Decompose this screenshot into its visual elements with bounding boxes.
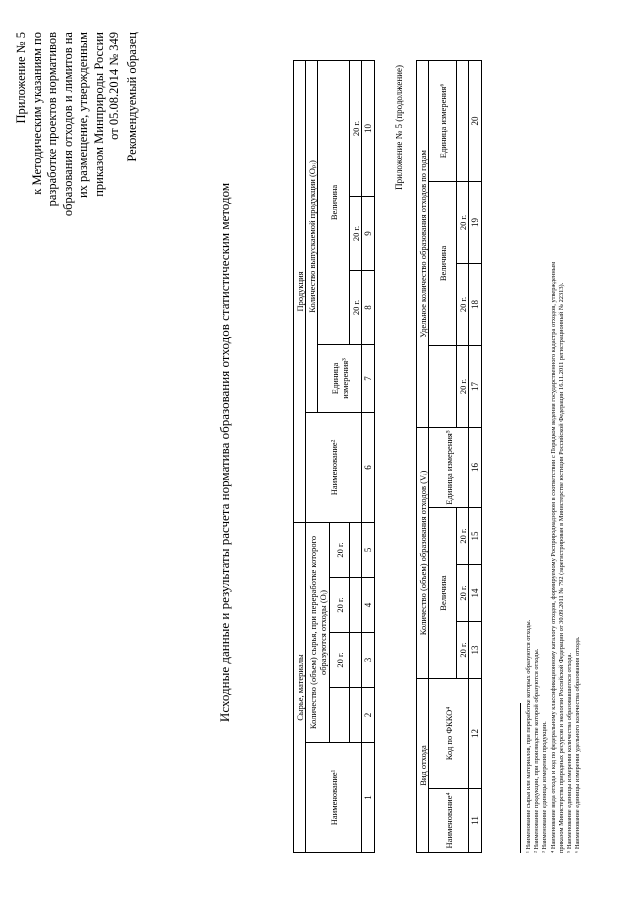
column-number: 18 <box>469 263 482 345</box>
specific-quantity-group-header: Удельное количество образования отходов по годам <box>417 60 429 427</box>
raw-year-subcell <box>350 578 362 633</box>
product-year-header: 20 г. <box>350 270 362 344</box>
specific-year-header: 20 г. <box>457 345 469 427</box>
waste-name-header: Наименование⁴ <box>429 789 469 853</box>
product-year-header: 20 г. <box>350 60 362 196</box>
column-number: 5 <box>362 522 375 577</box>
appendix-line: Приложение № 5 <box>14 32 28 124</box>
raw-materials-group-header: Сырье, материалы <box>294 522 306 852</box>
raw-unit-cell <box>330 688 350 743</box>
column-number: 10 <box>362 60 375 196</box>
recommended-sample-label: Рекомендуемый образец <box>124 32 139 162</box>
column-number: 7 <box>362 344 375 412</box>
footnote: ³ Наименование единицы измерения продукции. <box>541 721 549 853</box>
waste-type-group-header: Вид отхода <box>417 679 429 853</box>
product-value-header: Величина <box>318 60 350 344</box>
waste-unit-header: Единица измерения⁵ <box>429 427 469 507</box>
raw-year-header: 20 г. <box>330 578 350 633</box>
footnote: ⁶ Наименование единицы измерения удельного количества образования отхода. <box>574 636 582 853</box>
appendix-line: образования отходов и лимитов на <box>60 32 75 217</box>
specific-unit-header: Единица измерения⁶ <box>429 60 457 181</box>
column-number: 8 <box>362 270 375 344</box>
raw-year-header: 20 г. <box>330 522 350 577</box>
raw-materials-products-table <box>293 60 375 853</box>
appendix-line: разработке проектов нормативов <box>45 32 59 207</box>
column-number: 1 <box>362 743 375 853</box>
footnote-divider <box>520 703 521 853</box>
column-number: 13 <box>469 622 482 679</box>
waste-value-header: Величина <box>429 508 457 679</box>
specific-blank-cell <box>429 345 457 427</box>
column-number: 2 <box>362 688 375 743</box>
footnote: приказом Министерства природных ресурсов и экологии Российской Федерации от 30.09.2011 № 792 (зарегистрирован в Министерстве юстиции Российской Федерации 16.11.2011 регистрационный № 22313). <box>557 282 565 853</box>
product-name-header: Наименование² <box>306 412 362 522</box>
column-number: 11 <box>469 789 482 853</box>
column-number: 6 <box>362 412 375 522</box>
waste-quantity-group-header: Количество (объем) образования отходов (Vᵢ) <box>417 427 429 678</box>
product-year-header: 20 г. <box>350 196 362 270</box>
specific-unit-subcell <box>457 60 469 181</box>
continuation-label: Приложение № 5 (продолжение) <box>394 65 404 190</box>
appendix-line: приказом Минприроды России <box>91 32 106 197</box>
column-number: 20 <box>469 60 482 181</box>
document-title: Исходные данные и результаты расчета норматива образования отходов статистическим методом <box>217 182 232 723</box>
specific-year-header: 20 г. <box>457 263 469 345</box>
product-unit-header: Единица измерения³ <box>318 344 362 412</box>
waste-year-header: 20 г. <box>457 508 469 565</box>
appendix-header <box>14 32 140 307</box>
fkko-code-header: Код по ФККО⁴ <box>429 679 469 789</box>
column-number: 17 <box>469 345 482 427</box>
waste-table <box>416 60 482 853</box>
column-number: 14 <box>469 565 482 622</box>
specific-value-header: Величина <box>429 181 457 345</box>
column-number: 19 <box>469 181 482 263</box>
footnote: ⁴ Наименование вида отхода и код по федеральному классификационному каталогу отходов, формируемому Росприроднадзором в соответствии с Порядком ведения государственного кадастра отходов, утвержденным <box>549 261 557 853</box>
raw-year-header: 20 г. <box>330 633 350 688</box>
column-number: 9 <box>362 196 375 270</box>
column-number: 4 <box>362 578 375 633</box>
column-number: 12 <box>469 679 482 789</box>
waste-year-header: 20 г. <box>457 622 469 679</box>
raw-unit-subcell <box>350 688 362 743</box>
column-number: 16 <box>469 427 482 507</box>
waste-year-header: 20 г. <box>457 565 469 622</box>
specific-year-header: 20 г. <box>457 181 469 263</box>
product-quantity-header: Количество выпускаемой продукции (Oₚᵢ) <box>306 60 318 412</box>
column-number: 3 <box>362 633 375 688</box>
products-group-header: Продукция <box>294 60 306 522</box>
raw-year-subcell <box>350 522 362 577</box>
raw-name-header: Наименование¹ <box>306 743 362 853</box>
footnote: ⁵ Наименование единицы измерения количества образовавшегося отхода. <box>566 652 574 853</box>
raw-year-subcell <box>350 633 362 688</box>
footnotes <box>525 53 582 853</box>
appendix-line: к Методическим указаниям по <box>29 32 44 195</box>
raw-quantity-header: Количество (объем) сырья, при переработке которого образуются отходы (Oᵢ) <box>306 522 330 742</box>
appendix-line: их размещение, утвержденным <box>76 32 90 199</box>
column-number: 15 <box>469 508 482 565</box>
footnote: ¹ Наименование сырья или материалов, при переработке которых образуются отходы. <box>525 619 532 853</box>
footnote: ² Наименование продукции, при производстве которой образуются отходы. <box>533 648 541 853</box>
appendix-line: от 05.08.2014 № 349 <box>107 32 121 140</box>
